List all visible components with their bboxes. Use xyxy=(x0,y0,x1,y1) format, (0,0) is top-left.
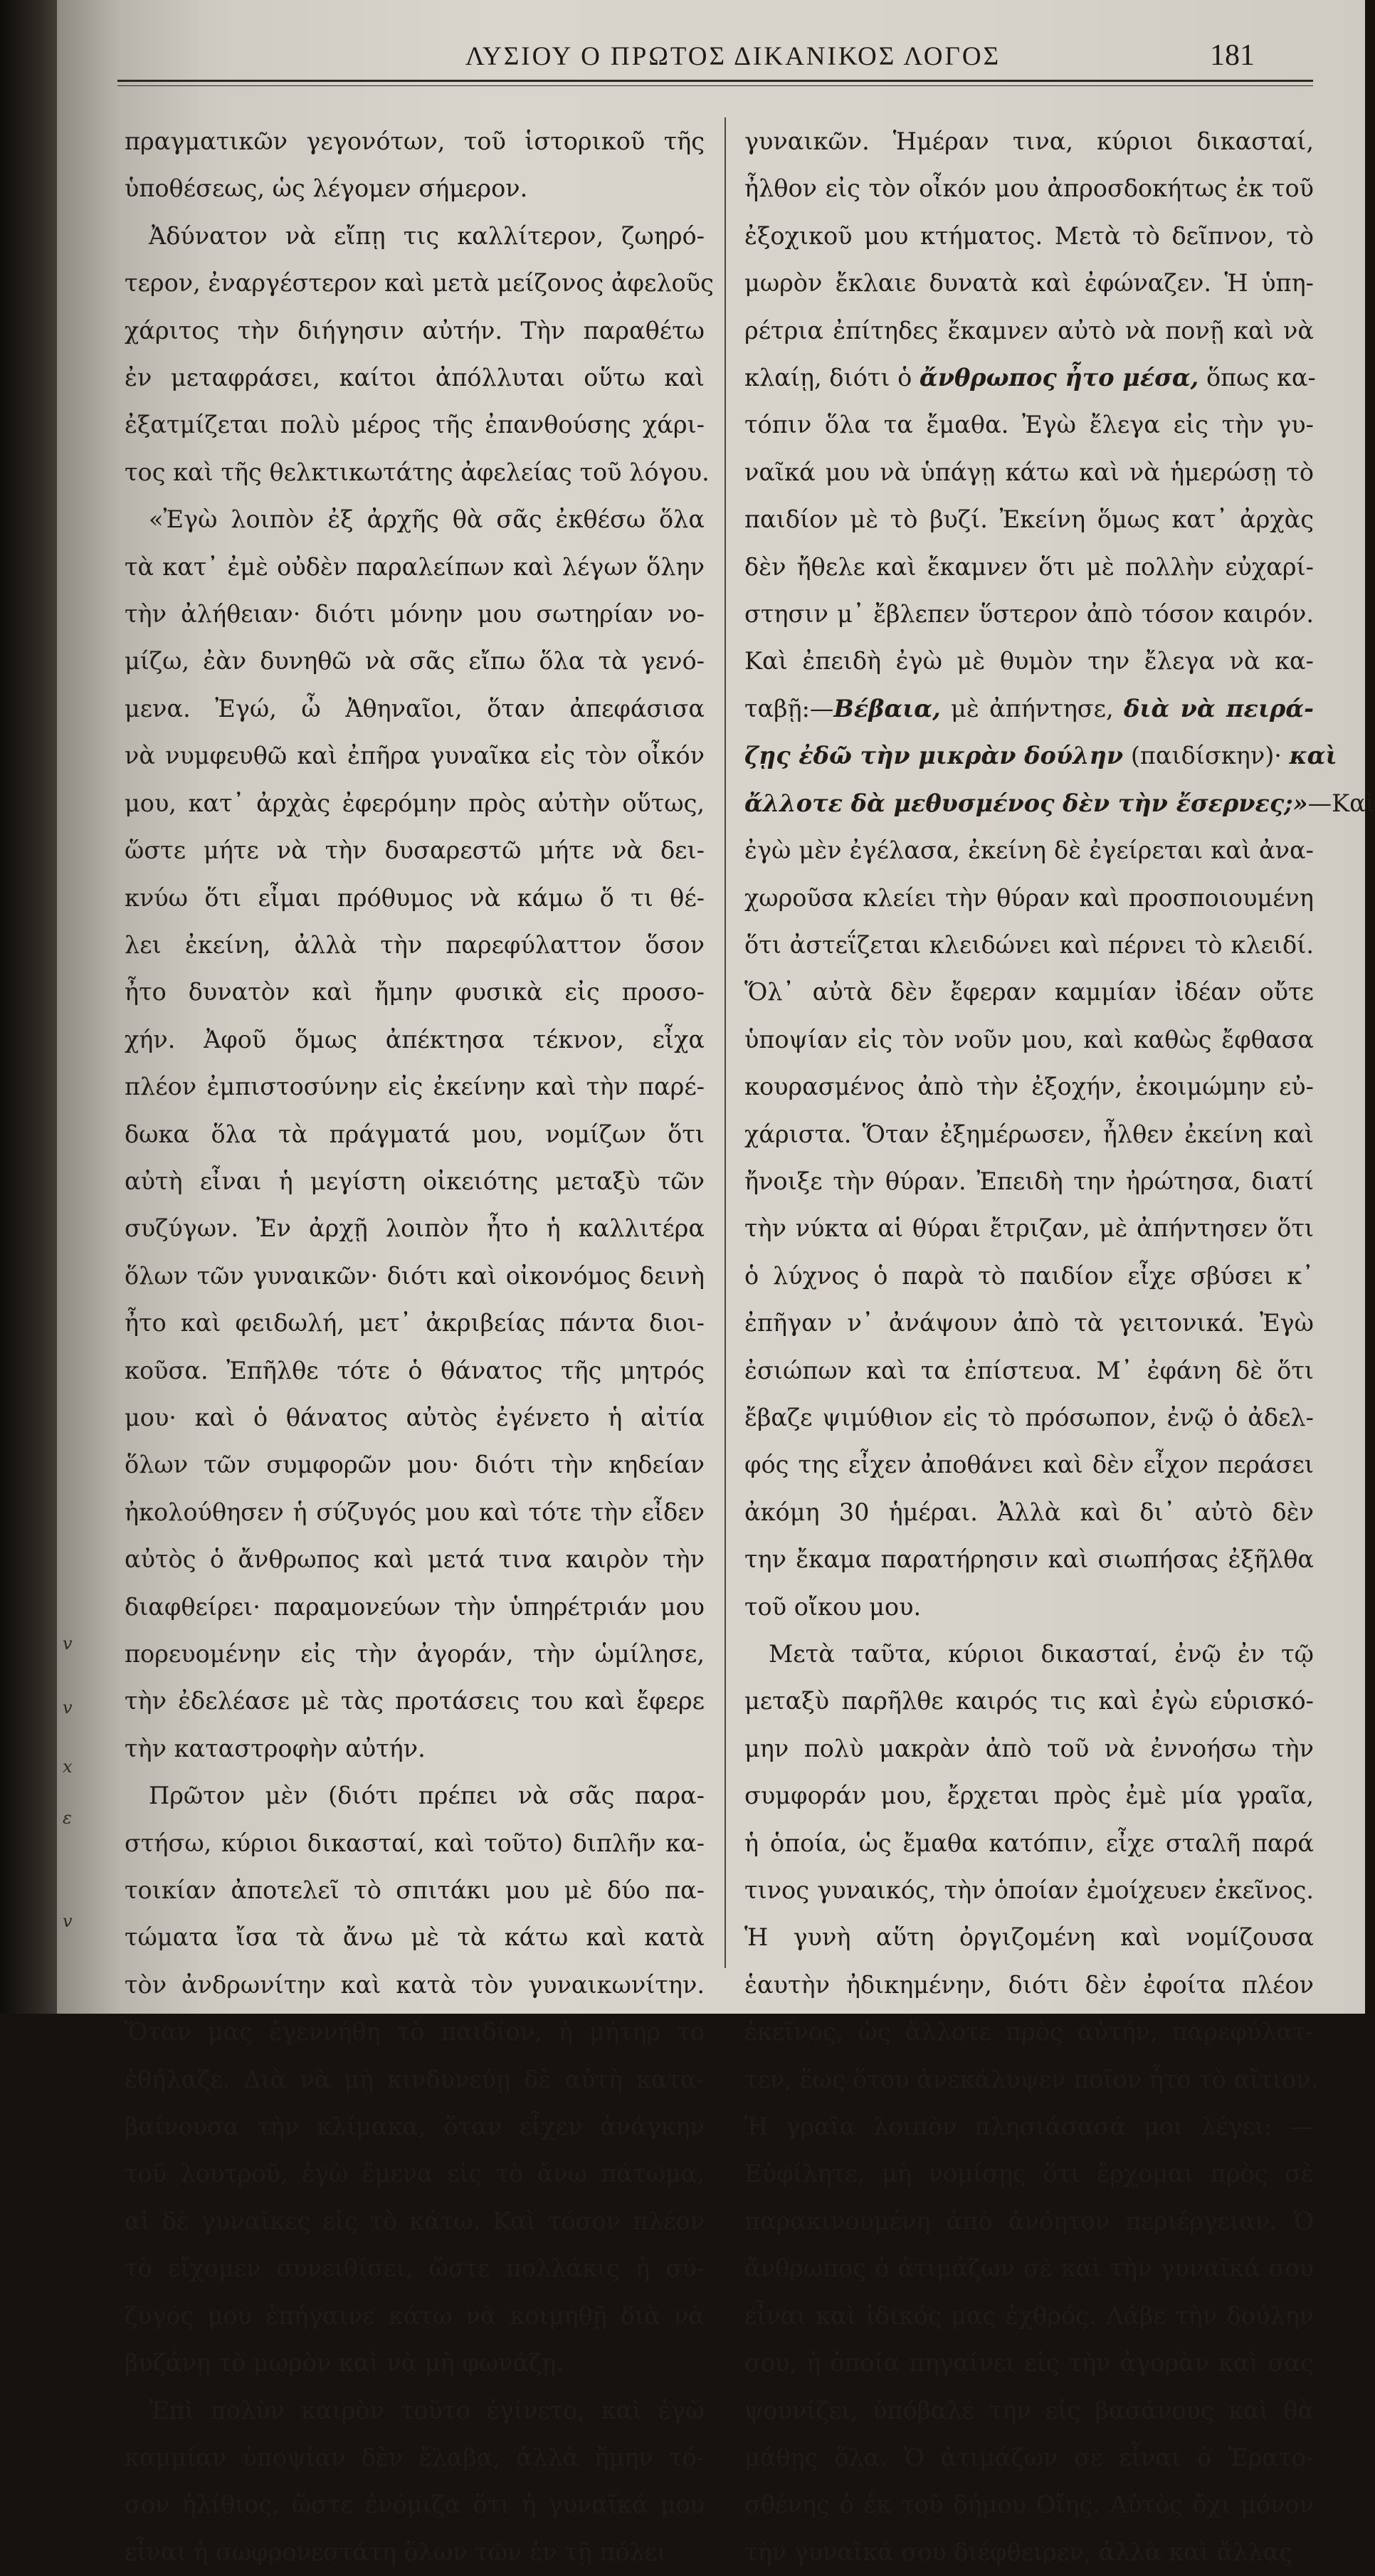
margin-mark: x xyxy=(63,1757,73,1777)
text-line: τινος γυναικός, τὴν ὁποίαν ἐμοίχευεν ἐκεῖνος. xyxy=(744,1876,1314,1905)
text-line: ἐξατμίζεται πολὺ μέρος τῆς ἐπανθούσης χάρι- xyxy=(125,411,705,439)
text-line: Ὅλ᾽ αὐτὰ δὲν ἔφεραν καμμίαν ἰδέαν οὔτε xyxy=(744,978,1314,1006)
text-line: Ἡ γυνὴ αὕτη ὀργιζομένη καὶ νομίζουσα xyxy=(744,1923,1314,1952)
text-line: τὴν καταστροφὴν αὐτήν. xyxy=(125,1734,426,1762)
text-line: Ἀδύνατον νὰ εἴπῃ τις καλλίτερον, ζωηρό- xyxy=(149,221,705,250)
margin-mark: v xyxy=(63,1634,73,1654)
emphasis-text: ἄλλοτε δὰ μεθυσμένος δὲν τὴν ἔσερνες;» xyxy=(744,789,1308,817)
right-column xyxy=(744,118,1375,2576)
text-line: ἐν μεταφράσει, καίτοι ἀπόλλυται οὕτω καὶ xyxy=(125,364,705,392)
text-line: μίζω, ἐὰν δυνηθῶ νὰ σᾶς εἴπω ὅλα τὰ γενό- xyxy=(125,647,705,675)
text-line: βαίνουσα τὴν κλίμακα, ὅταν εἶχεν ἀνάγκην xyxy=(125,2113,705,2141)
emphasis-text: ἄνθρωπος ἦτο μέσα, xyxy=(919,364,1199,392)
text-line: ὥστε μήτε νὰ τὴν δυσαρεστῶ μήτε νὰ δει- xyxy=(125,836,705,865)
text-line: μενα. Ἐγώ, ὦ Ἀθηναῖοι, ὅταν ἀπεφάσισα xyxy=(125,694,705,722)
margin-mark: ε xyxy=(63,1808,72,1828)
text-line: ἠκολούθησεν ἡ σύζυγός μου καὶ τότε τὴν εἶδεν xyxy=(125,1498,705,1526)
text-line: τὴν νύκτα αἱ θύραι ἔτριζαν, μὲ ἀπήντησεν ὅτι xyxy=(744,1214,1314,1243)
text-line: ἤνοιξε τὴν θύραν. Ἐπειδὴ την ἠρώτησα, διατί xyxy=(744,1167,1314,1195)
text-line: παρακινουμένη ἀπὸ ἀνόητον περιέργειαν. Ὁ xyxy=(744,2207,1314,2235)
text-line: «Ἐγὼ λοιπὸν ἐξ ἀρχῆς θὰ σᾶς ἐκθέσω ὅλα xyxy=(149,505,705,534)
text-line: χήν. Ἀφοῦ ὅμως ἀπέκτησα τέκνον, εἶχα xyxy=(125,1025,705,1053)
text-line: Πρῶτον μὲν (διότι πρέπει νὰ σᾶς παρα- xyxy=(149,1782,705,1810)
text-line: λει ἐκείνη, ἀλλὰ τὴν παρεφύλαττον ὅσον xyxy=(125,930,705,959)
text-line: τὸ εἴχομεν συνειθίσει, ὥστε πολλάκις ἡ σύ- xyxy=(125,2254,705,2283)
text-line: τος καὶ τῆς θελκτικωτάτης ἀφελείας τοῦ λόγου. xyxy=(125,458,710,486)
text-span: ὅπως κα- xyxy=(1206,364,1316,392)
text-line: μην πολὺ μακρὰν ἀπὸ τοῦ νὰ ἐννοήσω τὴν xyxy=(744,1734,1314,1762)
text-line: καμμίαν ὑποψίαν δὲν ἔλαβα, ἀλλὰ ἤμην τό- xyxy=(125,2443,705,2471)
text-line: Εὐφίλητε, μὴ νομίσῃς ὅτι ἔρχομαι πρὸς σὲ xyxy=(744,2160,1314,2188)
emphasis-text: διὰ νὰ πειρά- xyxy=(1123,694,1314,722)
text-line: πλέον ἐμπιστοσύνην εἰς ἐκείνην καὶ τὴν παρέ- xyxy=(125,1073,705,1101)
text-line: ἑαυτὴν ἠδικημένην, διότι δὲν ἐφοίτα πλέον xyxy=(744,1970,1314,1999)
text-span: —Καὶ xyxy=(1307,789,1375,817)
text-line: βυζάνῃ τὸ μωρὸν καὶ νὰ μὴ φωνάζῃ. xyxy=(125,2349,564,2377)
text-line: τὴν ἀλήθειαν· διότι μόνην μου σωτηρίαν νο- xyxy=(125,600,705,629)
header-rule xyxy=(117,80,1313,82)
text-line: ἐπῆγαν ν᾽ ἀνάψουν ἀπὸ τὰ γειτονικά. Ἐγὼ xyxy=(744,1309,1314,1337)
text-line xyxy=(744,685,1314,732)
text-line: Καὶ ἐπειδὴ ἐγὼ μὲ θυμὸν την ἔλεγα νὰ κα- xyxy=(744,647,1314,675)
text-line: πορευομένην εἰς τὴν ἀγοράν, τὴν ὡμίλησε, xyxy=(125,1640,705,1668)
text-line: φός της εἶχεν ἀποθάνει καὶ δὲν εἶχον περάσει xyxy=(744,1451,1314,1479)
text-line: ἡ ὁποία, ὡς ἔμαθα κατόπιν, εἶχε σταλῆ παρά xyxy=(744,1829,1314,1857)
text-line: τόπιν ὅλα τα ἔμαθα. Ἐγὼ ἔλεγα εἰς τὴν γυ- xyxy=(744,411,1314,439)
margin-marks xyxy=(57,0,100,2014)
text-line: τὸν ἀνδρωνίτην καὶ κατὰ τὸν γυναικωνίτην. xyxy=(125,1970,705,1999)
text-line xyxy=(744,732,1337,779)
text-line: εἶναι καὶ ἰδικός μας ἐχθρός. Λάβε τὴν δούλην xyxy=(744,2301,1314,2330)
text-line: ὑποψίαν εἰς τὸν νοῦν μου, καὶ καθὼς ἔφθασα xyxy=(744,1025,1314,1053)
text-line: δωκα ὅλα τὰ πράγματά μου, νομίζων ὅτι xyxy=(125,1120,705,1148)
text-line: ἐθήλαζε. Διὰ νὰ μὴ κινδυνεύῃ δὲ αὐτὴ κατα- xyxy=(125,2065,705,2093)
text-line: σον ἠλίθιος, ὥστε ἐνόμιζα ὅτι ἡ γυναῖκά μου xyxy=(125,2491,705,2519)
text-line: γυναικῶν. Ἡμέραν τινα, κύριοι δικασταί, xyxy=(744,127,1314,155)
page-number: 181 xyxy=(1210,39,1255,72)
text-line: ἐγὼ μὲν ἐγέλασα, ἐκείνη δὲ ἐγείρεται καὶ ἀνα- xyxy=(744,836,1314,865)
text-line: ὅτι ἀστεΐζεται κλειδώνει καὶ πέρνει τὸ κλειδί. xyxy=(744,930,1314,959)
text-line: σου, ἡ ὁποία πηγαίνει εἰς τὴν ἀγορὰν καὶ σας xyxy=(744,2349,1314,2377)
text-line: την ἔκαμα παρατήρησιν καὶ σιωπήσας ἐξῆλθα xyxy=(744,1545,1314,1574)
running-head: ΛΥΣΙΟΥ Ο ΠΡΩΤΟΣ ΔΙΚΑΝΙΚΟΣ ΛΟΓΟΣ xyxy=(465,42,1001,71)
emphasis-text: καὶ xyxy=(1289,742,1337,770)
text-line: ψουνίζει, ὑπόβαλέ την εἰς βασάνους καὶ θὰ xyxy=(744,2396,1314,2424)
text-line: ὅλων τῶν γυναικῶν· διότι καὶ οἰκονόμος δεινὴ xyxy=(125,1261,705,1290)
text-line xyxy=(744,354,1314,401)
text-line: στησιν μ᾽ ἔβλεπεν ὕστερον ἀπὸ τόσον καιρόν. xyxy=(744,600,1314,629)
text-line: κνύω ὅτι εἶμαι πρόθυμος νὰ κάμω ὅ τι θέ- xyxy=(125,883,705,912)
text-line: τὴν ἐδελέασε μὲ τὰς προτάσεις του καὶ ἔφερε xyxy=(125,1687,705,1715)
text-line: ἀκόμη 30 ἡμέραι. Ἀλλὰ καὶ δι᾽ αὐτὸ δὲν xyxy=(744,1498,1314,1526)
text-line: μάθῃς ὅλα. Ὁ ἀτιμάζων σε εἶναι ὁ Ἐρατο- xyxy=(744,2443,1314,2471)
text-line: στήσω, κύριοι δικασταί, καὶ τοῦτο) διπλῆν κα- xyxy=(125,1829,705,1857)
text-line: μου, κατ᾽ ἀρχὰς ἐφερόμην πρὸς αὐτὴν οὕτως, xyxy=(125,789,705,817)
text-line: τεν, ἕως ὅτου ἀνεκάλυψεν ποῖον ἦτο τὸ αἴτιον. xyxy=(744,2065,1319,2093)
text-line: ζυγός μου ἐπήγαινε κάτω νὰ κοιμηθῇ διὰ νὰ xyxy=(125,2301,705,2330)
text-line: ὑποθέσεως, ὡς λέγομεν σήμερον. xyxy=(125,174,528,203)
text-line: τερον, ἐναργέστερον καὶ μετὰ μείζονος ἀφελοῦς xyxy=(125,269,714,298)
text-line: τοῦ οἴκου μου. xyxy=(744,1592,922,1621)
text-line: κοῦσα. Ἐπῆλθε τότε ὁ θάνατος τῆς μητρός xyxy=(125,1356,705,1384)
text-line: αὐτὴ εἶναι ἡ μεγίστη οἰκειότης μεταξὺ τῶν xyxy=(125,1167,705,1195)
text-line: τοικίαν ἀποτελεῖ τὸ σπιτάκι μου μὲ δύο πα- xyxy=(125,1876,705,1905)
margin-mark: v xyxy=(63,1698,73,1718)
text-line: μεταξὺ παρῆλθε καιρός τις καὶ ἐγὼ εὑρισκό- xyxy=(744,1687,1314,1715)
text-line: ρέτρια ἐπίτηδες ἔκαμνεν αὐτὸ νὰ πονῇ καὶ νὰ xyxy=(744,316,1314,345)
right-column-part-c xyxy=(744,827,1319,2576)
text-line: σθένης ὁ ἐκ τοῦ δήμου Οἴης. Αὐτὸς ὄχι μόνον xyxy=(744,2491,1314,2519)
column-divider xyxy=(725,117,726,1968)
text-line: κουρασμένος ἀπὸ τὴν ἐξοχήν, ἐκοιμώμην εὐ- xyxy=(744,1073,1314,1101)
text-line: χωροῦσα κλείει τὴν θύραν καὶ προσποιουμένη xyxy=(744,883,1314,912)
text-line: νὰ νυμφευθῶ καὶ ἐπῆρα γυναῖκα εἰς τὸν οἶκόν xyxy=(125,742,705,770)
text-line: ἦτο δυνατὸν καὶ ἤμην φυσικὰ εἰς προσο- xyxy=(125,978,705,1006)
text-span: μὲ ἀπήντησε, xyxy=(951,694,1114,722)
text-line: τοῦ λουτροῦ, ἐγὼ ἔμενα εἰς τὸ ἄνω πάτωμα, xyxy=(125,2160,705,2188)
book-page xyxy=(57,0,1375,2566)
text-line: συμφοράν μου, ἔρχεται πρὸς ἐμὲ μία γραῖα, xyxy=(744,1782,1314,1810)
emphasis-text: Βέβαια, xyxy=(833,694,941,722)
margin-mark: v xyxy=(63,1911,73,1931)
text-span: (παιδίσκην)· xyxy=(1130,742,1282,770)
text-line: ἐκεῖνος, ὡς ἄλλοτε πρὸς αὐτήν, παρεφύλατ- xyxy=(744,2018,1314,2046)
text-line: εἶναι ἡ σωφρονεστάτη ὅλων τῶν ἐν τῇ πόλει xyxy=(125,2538,667,2566)
text-line: Ὅταν μας ἐγεννήθη τὸ παιδίον, ἡ μήτηρ το xyxy=(125,2018,705,2046)
text-line: ναῖκά μου νὰ ὑπάγῃ κάτω καὶ νὰ ἡμερώσῃ τὸ xyxy=(744,458,1314,486)
text-line: παιδίον μὲ τὸ βυζί. Ἐκείνη ὅμως κατ᾽ ἀρχὰς xyxy=(744,505,1314,534)
text-line: τὰ κατ᾽ ἐμὲ οὐδὲν παραλείπων καὶ λέγων ὅλην xyxy=(125,552,705,581)
text-line: δὲν ἤθελε καὶ ἔκαμνεν ὅτι μὲ πολλὴν εὐχαρί- xyxy=(744,552,1314,581)
left-column xyxy=(125,118,714,2576)
text-line: τὴν γυναῖκά σου διέφθειρεν, ἀλλὰ καὶ ἄλλας xyxy=(744,2538,1293,2566)
text-line: αὐτὸς ὁ ἄνθρωπος καὶ μετά τινα καιρὸν τὴν xyxy=(125,1545,705,1574)
header-rule-thin xyxy=(117,85,1313,86)
text-line: ἦλθον εἰς τὸν οἶκόν μου ἀπροσδοκήτως ἐκ τοῦ xyxy=(744,174,1314,203)
text-line: τώματα ἴσα τὰ ἄνω μὲ τὰ κάτω καὶ κατὰ xyxy=(125,1923,705,1952)
text-line: συζύγων. Ἐν ἀρχῇ λοιπὸν ἦτο ἡ καλλιτέρα xyxy=(125,1214,705,1243)
text-line: ἔβαζε ψιμύθιον εἰς τὸ πρόσωπον, ἐνῷ ὁ ἀδελ- xyxy=(744,1403,1314,1431)
text-line: πραγματικῶν γεγονότων, τοῦ ἱστορικοῦ τῆς xyxy=(125,127,705,155)
text-line: Μετὰ ταῦτα, κύριοι δικασταί, ἐνῷ ἐν τῷ xyxy=(769,1640,1314,1668)
text-line: Ἡ γραῖα λοιπὸν πλησιάσασά μοι λέγει: — xyxy=(744,2113,1314,2141)
text-line: χάριστα. Ὅταν ἐξημέρωσεν, ἦλθεν ἐκείνη καὶ xyxy=(744,1120,1314,1148)
text-line: ὁ λύχνος ὁ παρὰ τὸ παιδίον εἶχε σβύσει κ᾽ xyxy=(744,1261,1314,1290)
text-line: ὅλων τῶν συμφορῶν μου· διότι τὴν κηδείαν xyxy=(125,1451,705,1479)
text-span: κλαίῃ, διότι ὁ xyxy=(744,364,912,392)
text-line: μωρὸν ἔκλαιε δυνατὰ καὶ ἐφώναζεν. Ἡ ὑπη- xyxy=(744,269,1314,298)
text-line: διαφθείρει· παραμονεύων τὴν ὑπηρέτριάν μου xyxy=(125,1592,705,1621)
text-line: Ἐπὶ πολὺν καιρὸν τοῦτο ἐγίνετο, καὶ ἐγὼ xyxy=(149,2396,705,2424)
text-line: ἄνθρωπος ὁ ἀτιμάζων σὲ καὶ τὴν γυναῖκά σου xyxy=(744,2254,1314,2283)
text-line: ἦτο καὶ φειδωλή, μετ᾽ ἀκριβείας πάντα διοι- xyxy=(125,1309,705,1337)
text-line: ἐσιώπων καὶ τα ἐπίστευα. Μ᾽ ἐφάνη δὲ ὅτι xyxy=(744,1356,1314,1384)
right-column-part-a xyxy=(744,118,1314,354)
emphasis-text: ζῃς ἐδῶ τὴν μικρὰν δούλην xyxy=(744,742,1124,770)
right-column-part-b xyxy=(744,401,1314,685)
text-line: χάριτος τὴν διήγησιν αὐτήν. Τὴν παραθέτω xyxy=(125,316,705,345)
text-line: ἐξοχικοῦ μου κτήματος. Μετὰ τὸ δεῖπνον, τὸ xyxy=(744,221,1314,250)
text-line: μου· καὶ ὁ θάνατος αὐτὸς ἐγένετο ἡ αἰτία xyxy=(125,1403,705,1431)
text-line: αἱ δὲ γυναῖκες εἰς τὸ κάτω. Καὶ τόσον πλέον xyxy=(125,2207,705,2235)
text-span: ταβῇ:— xyxy=(744,694,834,722)
text-line xyxy=(744,780,1375,827)
